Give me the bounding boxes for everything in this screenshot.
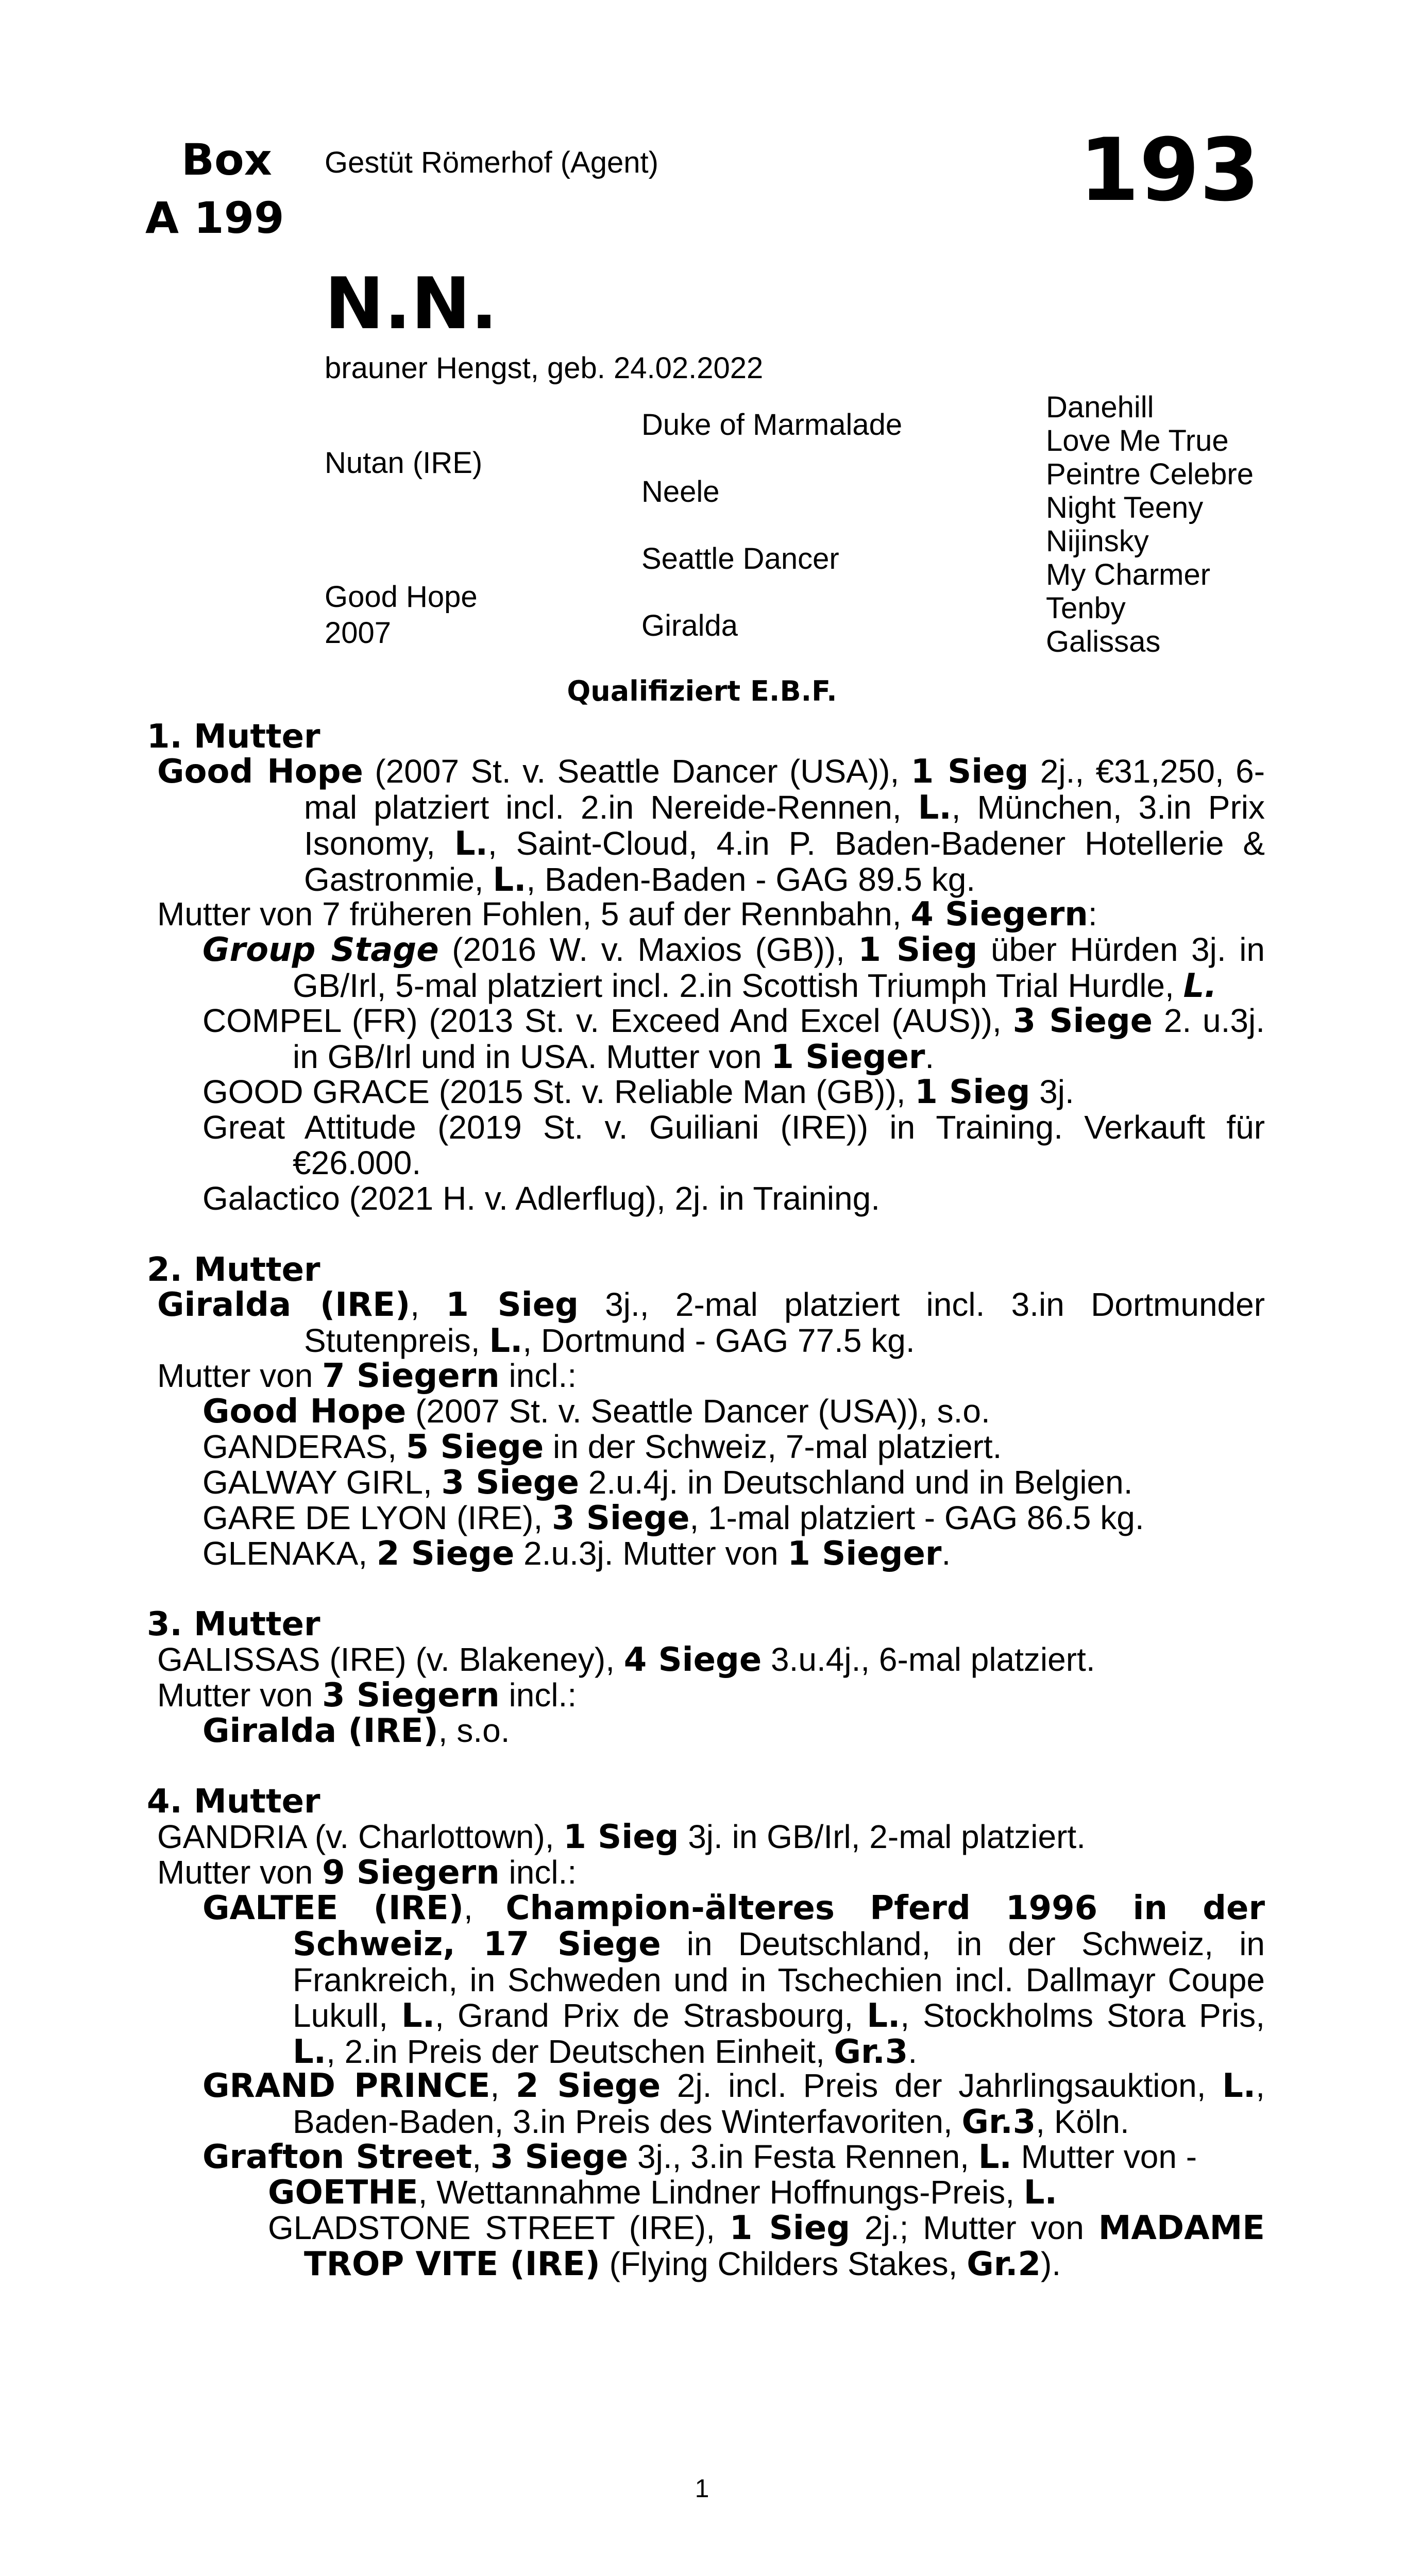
horse-name: N.N. bbox=[325, 262, 498, 345]
pedigree-dam: Good Hope bbox=[325, 580, 478, 614]
list-item: GANDERAS, 5 Siege in der Schweiz, 7-mal platziert. bbox=[202, 1428, 1002, 1466]
box-number: A 199 bbox=[145, 193, 284, 243]
dam1-heading: 1. Mutter bbox=[147, 718, 320, 756]
dam2-produce-intro: Mutter von 7 Siegern incl.: bbox=[157, 1357, 577, 1395]
pedigree-great-grandparent: Night Teeny bbox=[1046, 491, 1204, 524]
list-item: Grafton Street, 3 Siege 3j., 3.in Festa Rennen, L. Mutter von - bbox=[202, 2138, 1197, 2176]
dam3-produce-intro: Mutter von 3 Siegern incl.: bbox=[157, 1676, 577, 1715]
dam2-heading: 2. Mutter bbox=[147, 1251, 320, 1289]
list-item: Galactico (2021 H. v. Adlerflug), 2j. in Training. bbox=[202, 1180, 880, 1217]
dam1-summary: Good Hope (2007 St. v. Seattle Dancer (USA)), 1 Sieg 2j., €31,250, 6-mal platziert incl. 2.in Nereide-Rennen, L., München, 3.in Prix Isonomy, L., Saint-Cloud, 4.in P. Baden-Badener Hotellerie & Gastronmie, L., Baden-Baden - GAG 89.5 kg. bbox=[157, 753, 1265, 899]
list-item: Good Hope (2007 St. v. Seattle Dancer (USA)), s.o. bbox=[202, 1393, 990, 1431]
page-number: 1 bbox=[695, 2474, 709, 2503]
dam3-summary: GALISSAS (IRE) (v. Blakeney), 4 Siege 3.u.4j., 6-mal platziert. bbox=[157, 1641, 1095, 1679]
dam4-heading: 4. Mutter bbox=[147, 1783, 320, 1821]
pedigree-grandparent: Giralda bbox=[641, 609, 738, 642]
dam4-produce-intro: Mutter von 9 Siegern incl.: bbox=[157, 1854, 577, 1892]
lot-number: 193 bbox=[1079, 120, 1260, 221]
pedigree-great-grandparent: Tenby bbox=[1046, 591, 1126, 625]
pedigree-sire: Nutan (IRE) bbox=[325, 446, 483, 480]
pedigree-great-grandparent: My Charmer bbox=[1046, 558, 1211, 591]
list-item: GALWAY GIRL, 3 Siege 2.u.4j. in Deutschland und in Belgien. bbox=[202, 1464, 1133, 1502]
box-label: Box bbox=[181, 134, 272, 185]
dam3-heading: 3. Mutter bbox=[147, 1605, 320, 1643]
horse-description: brauner Hengst, geb. 24.02.2022 bbox=[325, 351, 764, 385]
list-item: GARE DE LYON (IRE), 3 Siege, 1-mal platziert - GAG 86.5 kg. bbox=[202, 1499, 1144, 1537]
pedigree-great-grandparent: Galissas bbox=[1046, 625, 1161, 658]
list-item: GOOD GRACE (2015 St. v. Reliable Man (GB)), 1 Sieg 3j. bbox=[202, 1073, 1074, 1111]
qualification: Qualifiziert E.B.F. bbox=[567, 675, 837, 707]
dam4-summary: GANDRIA (v. Charlottown), 1 Sieg 3j. in GB/Irl, 2-mal platziert. bbox=[157, 1818, 1086, 1856]
pedigree-grandparent: Duke of Marmalade bbox=[641, 408, 903, 442]
list-item: Giralda (IRE), s.o. bbox=[202, 1712, 510, 1750]
pedigree-grandparent: Neele bbox=[641, 475, 720, 509]
pedigree-grandparent: Seattle Dancer bbox=[641, 542, 839, 575]
pedigree-great-grandparent: Danehill bbox=[1046, 391, 1154, 424]
dam2-summary: Giralda (IRE), 1 Sieg 3j., 2-mal platziert incl. 3.in Dortmunder Stutenpreis, L., Dortmund - GAG 77.5 kg. bbox=[157, 1286, 1265, 1360]
list-item: Great Attitude (2019 St. v. Guiliani (IRE)) in Training. Verkauft für €26.000. bbox=[202, 1109, 1265, 1181]
list-item: Group Stage (2016 W. v. Maxios (GB)), 1 Sieg über Hürden 3j. in GB/Irl, 5-mal platziert incl. 2.in Scottish Triumph Trial Hurdle, L. bbox=[202, 931, 1265, 1005]
list-item: GALTEE (IRE), Champion-älteres Pferd 1996 in der Schweiz, 17 Siege in Deutschland, in der Schweiz, in Frankreich, in Schweden und in Tschechien incl. Dallmayr Coupe Lukull, L., Grand Prix de Strasbourg, L., Stockholms Stora Pris, L., 2.in Preis der Deutschen Einheit, Gr.3. bbox=[202, 1889, 1265, 2071]
consignor: Gestüt Römerhof (Agent) bbox=[325, 146, 658, 179]
list-item: GOETHE, Wettannahme Lindner Hoffnungs-Preis, L. bbox=[268, 2174, 1057, 2212]
pedigree-great-grandparent: Love Me True bbox=[1046, 424, 1229, 457]
list-item: COMPEL (FR) (2013 St. v. Exceed And Excel (AUS)), 3 Siege 2. u.3j. in GB/Irl und in USA. Mutter von 1 Sieger. bbox=[202, 1002, 1265, 1076]
dam1-produce-intro: Mutter von 7 früheren Fohlen, 5 auf der Rennbahn, 4 Siegern: bbox=[157, 895, 1097, 934]
list-item: GLENAKA, 2 Siege 2.u.3j. Mutter von 1 Sieger. bbox=[202, 1535, 951, 1573]
list-item: GLADSTONE STREET (IRE), 1 Sieg 2j.; Mutter von MADAME TROP VITE (IRE) (Flying Childers Stakes, Gr.2). bbox=[268, 2209, 1265, 2283]
pedigree-great-grandparent: Peintre Celebre bbox=[1046, 457, 1254, 491]
pedigree-great-grandparent: Nijinsky bbox=[1046, 524, 1149, 558]
pedigree-dam-year: 2007 bbox=[325, 616, 392, 650]
list-item: GRAND PRINCE, 2 Siege 2j. incl. Preis der Jahrlingsauktion, L., Baden-Baden, 3.in Preis des Winterfavoriten, Gr.3, Köln. bbox=[202, 2067, 1265, 2141]
